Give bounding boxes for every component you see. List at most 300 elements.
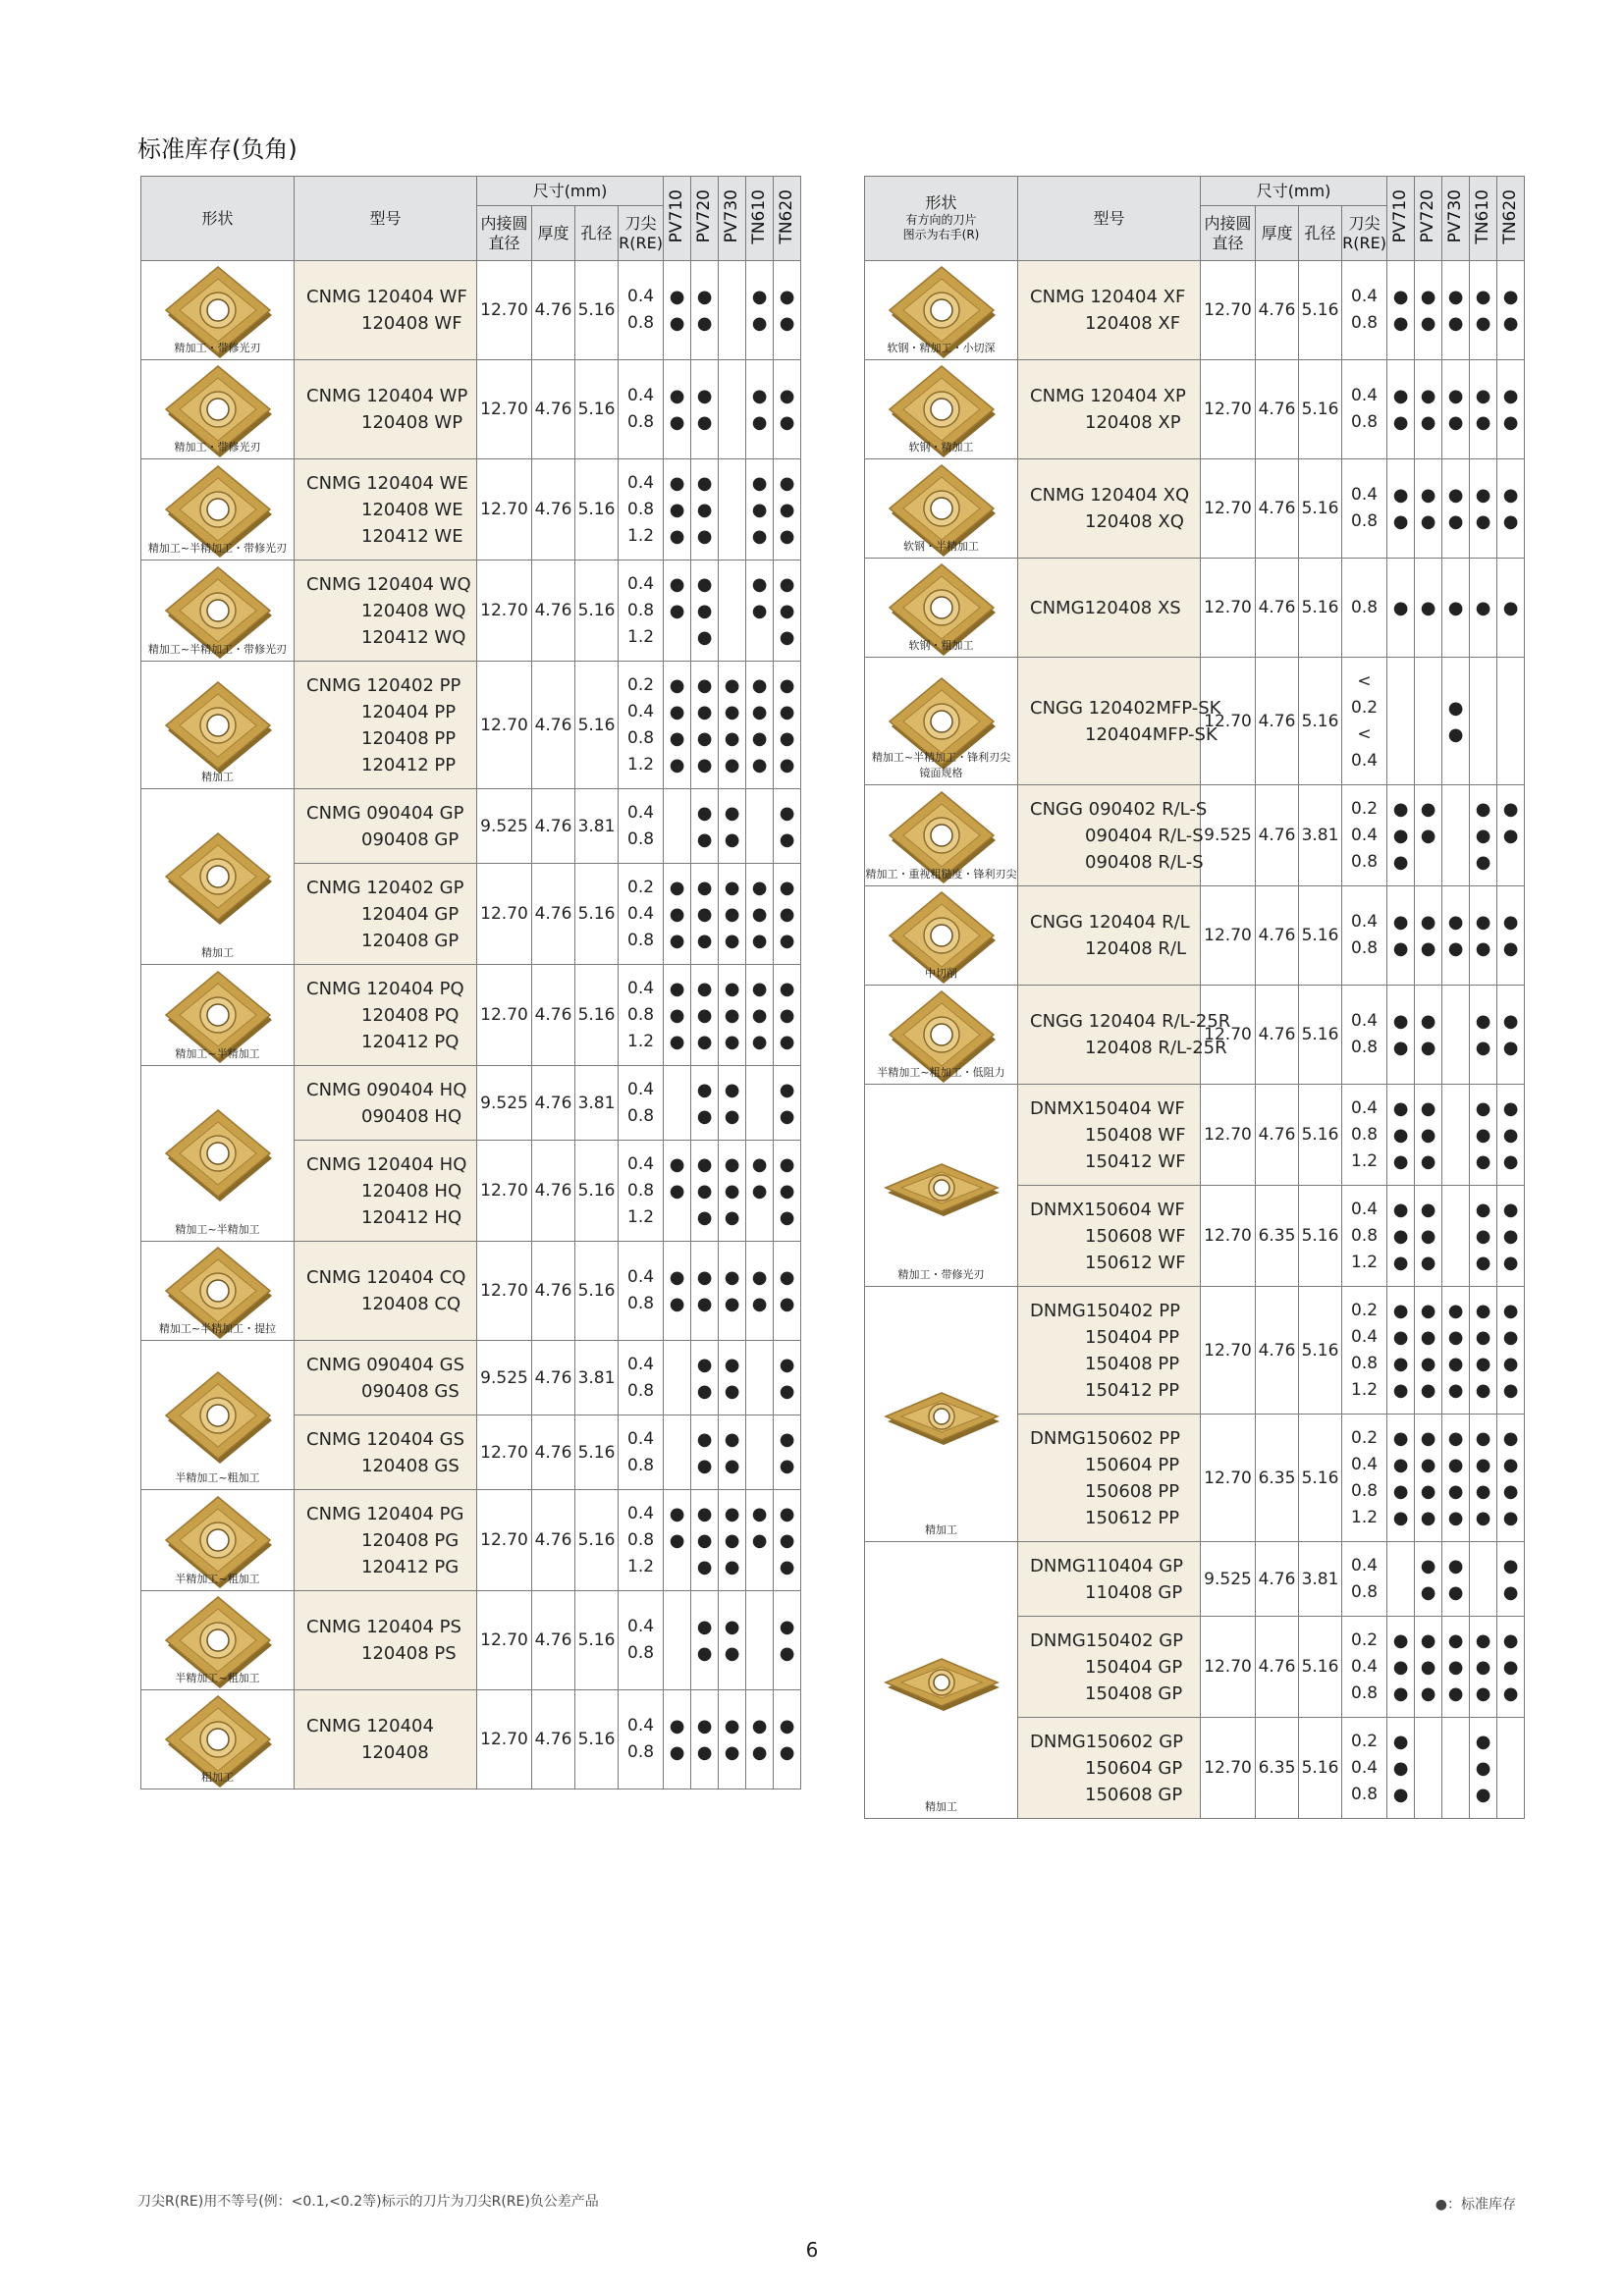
stock-dot: ● [1475,1353,1491,1374]
stock-empty [1470,695,1496,721]
stock-empty [664,800,690,827]
stock-dot: ● [1392,1379,1409,1401]
stock-dot: ● [751,978,768,999]
grade-cell-pv730 [719,1591,746,1690]
model-number: 120408 WF [361,313,462,334]
ic-value-text: 12.70 [1204,1125,1252,1145]
model-number: CNMG 120402 PP [306,674,461,696]
model-number: CNMG 120404 PS [306,1617,461,1637]
re-value: 0.8 [1351,1480,1379,1501]
grade-cell-tn610 [1470,785,1497,886]
stock-dot: ● [779,472,795,494]
thickness-value [1256,1415,1299,1542]
header-grade-pv730 [719,177,746,261]
model-number: 120408 WQ [361,600,466,621]
stock-empty [1497,695,1524,721]
stock-empty [1442,849,1469,876]
insert-shape-cell [865,559,1018,658]
hole-value-text: 5.16 [1301,1226,1339,1246]
thickness-value [1256,261,1299,360]
model-cell [295,965,477,1066]
model-cell [1018,785,1208,886]
re-value: 0.8 [627,1180,655,1201]
stock-empty [746,1378,773,1405]
grade-cell-tn620 [1497,986,1525,1085]
page-number: 6 [805,2238,819,2262]
re-cell [1342,886,1387,986]
grade-cell-tn610 [746,1490,774,1591]
thickness-value-text: 4.76 [534,1442,572,1463]
hole-value [1299,1287,1342,1415]
re-value: 0.4 [1351,825,1379,845]
grade-cell-pv720 [691,360,719,459]
header-dims-label: 尺寸(mm) [1256,181,1331,200]
stock-dot: ● [1447,1480,1464,1502]
stock-empty [1442,1729,1469,1755]
stock-dot: ● [1475,386,1491,406]
ic-value [1201,1186,1256,1287]
hole-value-text: 5.16 [1301,1340,1339,1361]
grade-cell-pv720 [1415,1415,1442,1542]
grade-cell-tn610 [746,864,774,965]
stock-dot: ● [669,525,685,547]
stock-dot: ● [696,1079,713,1100]
thickness-value-text: 4.76 [1258,926,1296,945]
thickness-value [1256,1287,1299,1415]
thickness-value-text: 4.76 [1258,400,1296,419]
grade-cell-pv720 [1415,1542,1442,1617]
grade-cell-pv710 [664,261,691,360]
stock-dot: ● [751,1267,768,1288]
ic-value-text: 12.70 [1204,1468,1252,1488]
stock-dot: ● [669,472,685,494]
header-ic [477,206,532,261]
stock-dot: ● [779,1004,795,1026]
model-number: CNGG 090402 R/L-S [1030,798,1208,820]
grade-cell-tn610 [1470,986,1497,1085]
stock-empty [1497,1782,1524,1808]
stock-dot: ● [1502,798,1519,820]
grade-cell-pv730 [1442,1186,1470,1287]
grade-cell-tn620 [774,965,801,1066]
stock-empty [1497,849,1524,876]
grade-cell-pv730 [719,662,746,789]
re-value: 0.8 [627,1380,655,1401]
stock-dot: ● [724,674,740,696]
re-value: 0.2 [1351,1300,1379,1320]
stock-dot: ● [1420,1199,1436,1220]
re-value: 0.4 [1351,1326,1379,1347]
ic-value [1201,886,1256,986]
grade-cell-pv710 [1387,986,1415,1085]
table-row [141,1066,801,1141]
re-value: 0.2 [1351,798,1379,819]
stock-empty [719,497,745,523]
stock-empty [746,1426,773,1453]
grade-cell-tn610 [746,1690,774,1789]
ic-value-text: 12.70 [1204,598,1252,617]
stock-dot: ● [1447,313,1464,334]
model-number: 120412 WE [361,525,463,547]
re-cell [619,1591,664,1690]
ic-value-text: 12.70 [1204,300,1252,320]
re-cell [619,1341,664,1415]
stock-dot: ● [724,930,740,951]
hole-value [575,459,619,561]
re-cell [1342,1415,1387,1542]
ic-value-text: 12.70 [480,300,528,320]
table-row [141,965,801,1066]
stock-empty [1415,748,1441,774]
grade-cell-pv720 [691,662,719,789]
model-number: CNGG 120404 R/L-25R [1030,1011,1231,1032]
stock-dot: ● [1420,597,1436,618]
stock-empty [664,1640,690,1667]
model-number: CNGG 120404 R/L [1030,912,1190,933]
insert-shape-cell [865,886,1018,986]
model-number: CNMG120408 XS [1030,597,1181,618]
stock-dot: ● [1502,1252,1519,1273]
re-value: 0.8 [627,727,655,748]
grade-cell-tn620 [774,1242,801,1341]
grade-cell-tn620 [774,261,801,360]
stock-dot: ● [1392,313,1409,334]
thickness-value-text: 4.76 [534,1281,572,1301]
table-row [141,1341,801,1415]
header-re-label: 刀尖 R(RE) [1342,214,1386,252]
stock-dot: ● [724,1004,740,1026]
ic-value-text: 9.525 [1204,1569,1252,1589]
stock-empty [1470,1579,1496,1606]
stock-dot: ● [1420,313,1436,334]
grade-cell-pv720 [1415,886,1442,986]
grade-cell-pv730 [1442,1617,1470,1718]
stock-dot: ● [751,287,768,307]
hole-value [575,561,619,662]
grade-cell-pv730 [719,1415,746,1490]
insert-caption: 软钢・精加工 [908,441,974,454]
stock-empty [1387,668,1414,695]
stock-dot: ● [779,930,795,951]
stock-dot: ● [779,802,795,824]
stock-dot: ● [779,1105,795,1127]
stock-dot: ● [1475,1150,1491,1172]
model-cell [1018,459,1201,559]
grade-cell-tn620 [774,1066,801,1141]
thickness-value [1256,1186,1299,1287]
grade-cell-pv720 [691,1690,719,1789]
model-number: 090404 R/L-S [1085,825,1204,846]
hole-value [575,1591,619,1690]
grade-cell-pv730 [1442,658,1470,785]
header-dims-label: 尺寸(mm) [532,181,608,200]
stock-dot: ● [1502,1682,1519,1704]
grade-cell-tn620 [1497,886,1525,986]
grade-cell-tn610 [746,261,774,360]
stock-dot: ● [724,1529,740,1551]
re-cell [619,360,664,459]
table-row [865,459,1525,559]
hole-value-text: 5.16 [577,715,616,735]
grade-cell-pv710 [664,1591,691,1690]
table-row [141,1591,801,1690]
stock-dot: ● [696,1742,713,1763]
re-cell [1342,360,1387,459]
model-cell [295,1242,477,1341]
stock-empty [1442,1197,1469,1223]
grade-label: TN610 [1473,188,1493,244]
grade-cell-pv730 [719,459,746,561]
grade-cell-pv720 [1415,785,1442,886]
stock-dot: ● [779,727,795,749]
thickness-value-text: 4.76 [1258,300,1296,320]
ic-value-text: 9.525 [480,1367,528,1388]
thickness-value [532,1341,575,1415]
header-hole-label: 孔径 [1304,223,1336,242]
hole-value [575,1141,619,1242]
stock-dot: ● [1392,1784,1409,1805]
ic-value-text: 9.525 [1204,826,1252,845]
hole-value-text: 5.16 [1301,926,1339,945]
stock-dot: ● [669,930,685,951]
re-value: 0.8 [1351,1581,1379,1602]
stock-dot: ● [779,1153,795,1175]
grade-cell-tn610 [1470,1186,1497,1287]
grade-cell-pv730 [1442,1542,1470,1617]
grade-cell-tn620 [1497,785,1525,886]
re-value: 0.8 [1351,1124,1379,1145]
grade-cell-pv720 [1415,1617,1442,1718]
stock-empty [1442,1148,1469,1175]
stock-dot: ● [1392,1353,1409,1374]
grade-cell-pv720 [691,561,719,662]
model-number: CNMG 120404 XF [1030,287,1186,307]
grade-cell-tn620 [1497,459,1525,559]
header-model-label: 型号 [1093,208,1125,228]
model-number: 150604 PP [1085,1454,1180,1475]
stock-dot: ● [724,1716,740,1736]
insert-caption: 精加工~半精加工 [175,1223,260,1236]
table-row [141,261,801,360]
stock-dot: ● [1475,1097,1491,1119]
stock-dot: ● [724,877,740,898]
re-cell [1342,261,1387,360]
hole-value-text: 5.16 [577,601,616,620]
thickness-value-text: 4.76 [534,816,572,836]
stock-dot: ● [779,1716,795,1736]
stock-empty [1387,1553,1414,1579]
grade-label: PV730 [722,189,742,243]
model-number: 150408 PP [1085,1353,1180,1374]
ic-value [1201,1287,1256,1415]
thickness-value [1256,459,1299,559]
stock-empty [746,1352,773,1378]
stock-dot: ● [779,600,795,621]
hole-value-text: 5.16 [577,500,616,519]
model-cell [295,360,477,459]
stock-dot: ● [724,1105,740,1127]
grade-cell-tn610 [1470,1287,1497,1415]
stock-dot: ● [1475,1507,1491,1528]
stock-dot: ● [779,1180,795,1201]
header-thickness [532,206,575,261]
re-value: 0.4 [627,1716,655,1735]
stock-dot: ● [1475,1038,1491,1058]
model-number: CNMG 120404 CQ [306,1267,466,1288]
stock-empty [1387,1579,1414,1606]
stock-empty [746,800,773,827]
re-value: 0.8 [1351,1682,1379,1703]
re-value: 0.8 [627,412,655,432]
stock-empty [1415,1729,1441,1755]
model-number: 120412 PP [361,754,457,775]
re-value: 0.8 [1351,412,1379,432]
stock-dot: ● [1392,287,1409,307]
stock-empty [664,1453,690,1479]
grade-cell-pv730 [719,1690,746,1789]
header-re-label: 刀尖 R(RE) [619,214,663,252]
grade-cell-tn620 [1497,1287,1525,1415]
header-shape-label: 形状 [925,193,957,213]
grade-cell-tn610 [1470,1542,1497,1617]
thickness-value [1256,1542,1299,1617]
stock-dot: ● [1420,1454,1436,1475]
stock-dot: ● [1392,1252,1409,1273]
stock-empty [719,284,745,310]
ic-value-text: 12.70 [480,400,528,419]
thickness-value-text: 4.76 [534,715,572,735]
stock-dot: ● [724,903,740,925]
stock-dot: ● [669,1153,685,1175]
stock-dot: ● [1502,1124,1519,1146]
stock-empty [664,1614,690,1640]
stock-dot: ● [779,978,795,999]
stock-dot: ● [696,1380,713,1402]
stock-dot: ● [1447,1656,1464,1678]
insert-caption: 精加工 [925,1800,957,1813]
ic-value [1201,658,1256,785]
stock-dot: ● [1475,1784,1491,1805]
header-model [295,177,477,261]
model-number: 120408 GP [361,930,460,951]
stock-dot: ● [724,978,740,999]
header-re [1342,206,1387,261]
ic-value [477,1490,532,1591]
hole-value-text: 5.16 [577,1730,616,1749]
insert-caption: 中切削 [925,967,957,980]
stock-dot: ● [1502,1326,1519,1348]
insert-caption: 精加工~半精加工・锋利刃尖 镜面规格 [871,751,1011,779]
grade-cell-pv710 [1387,1287,1415,1415]
stock-dot: ● [1447,1379,1464,1401]
ic-value-text: 12.70 [480,1530,528,1550]
re-value: 0.8 [1351,938,1379,958]
stock-dot: ● [1502,287,1519,307]
stock-empty [664,1103,690,1130]
re-cell [619,459,664,561]
stock-dot: ● [1420,1326,1436,1348]
re-value: 0.4 [627,1354,655,1374]
ic-value-text: 12.70 [1204,1226,1252,1246]
stock-empty [664,1426,690,1453]
stock-dot: ● [1475,1124,1491,1146]
hole-value-text: 5.16 [1301,1758,1339,1778]
stock-dot: ● [1502,1353,1519,1374]
hole-value [1299,261,1342,360]
grade-cell-pv730 [719,561,746,662]
insert-shape-cell [865,658,1018,785]
re-value: 0.8 [1351,1225,1379,1246]
grade-cell-pv710 [1387,785,1415,886]
insert-shape-cell [865,261,1018,360]
header-grade-tn610 [746,177,774,261]
hole-value [1299,1085,1342,1186]
stock-dot: ● [1392,1150,1409,1172]
stock-dot: ● [696,930,713,951]
thickness-value [1256,1617,1299,1718]
re-value: 1.2 [1351,1252,1379,1272]
stock-dot: ● [751,1004,768,1026]
table-row [865,559,1525,658]
grade-cell-tn620 [774,1415,801,1490]
stock-dot: ● [1475,485,1491,506]
legend: ●：标准库存 [1435,2197,1516,2213]
stock-empty [719,523,745,550]
grade-cell-pv710 [1387,1186,1415,1287]
stock-dot: ● [696,674,713,696]
stock-dot: ● [724,1294,740,1314]
grade-label: PV720 [694,189,715,243]
table-row [141,1490,801,1591]
grade-label: PV710 [667,189,687,243]
re-value: 0.8 [627,313,655,333]
stock-dot: ● [696,1643,713,1664]
stock-dot: ● [669,1180,685,1201]
re-value: 1.2 [627,626,655,647]
re-cell [1342,1617,1387,1718]
re-value: 0.4 [1351,1011,1379,1031]
stock-dot: ● [1502,1629,1519,1651]
model-number: 120404MFP-SK [1085,723,1218,745]
stock-empty [1442,1782,1469,1808]
stock-dot: ● [779,1742,795,1763]
stock-empty [746,1453,773,1479]
thickness-value [1256,360,1299,459]
stock-dot: ● [669,1294,685,1314]
stock-empty [1442,1095,1469,1122]
stock-dot: ● [669,727,685,749]
grade-cell-tn610 [746,561,774,662]
re-value: 0.4 [1351,1097,1379,1118]
header-grade-pv730 [1442,177,1470,261]
grade-cell-pv730 [1442,1718,1470,1819]
re-value: 0.4 [1351,485,1379,505]
thickness-value-text: 6.35 [1258,1468,1296,1488]
stock-dot: ● [1420,485,1436,506]
model-number: CNMG 120404 HQ [306,1153,467,1175]
stock-dot: ● [1475,597,1491,618]
grade-cell-pv730 [719,360,746,459]
stock-dot: ● [1392,1731,1409,1752]
header-model [1018,177,1201,261]
grade-cell-pv710 [1387,459,1415,559]
thickness-value [1256,986,1299,1085]
hole-value [1299,886,1342,986]
stock-dot: ● [696,472,713,494]
model-number: DNMG150602 PP [1030,1427,1180,1449]
model-number: CNMG 120402 GP [306,877,464,898]
stock-dot: ● [696,626,713,648]
